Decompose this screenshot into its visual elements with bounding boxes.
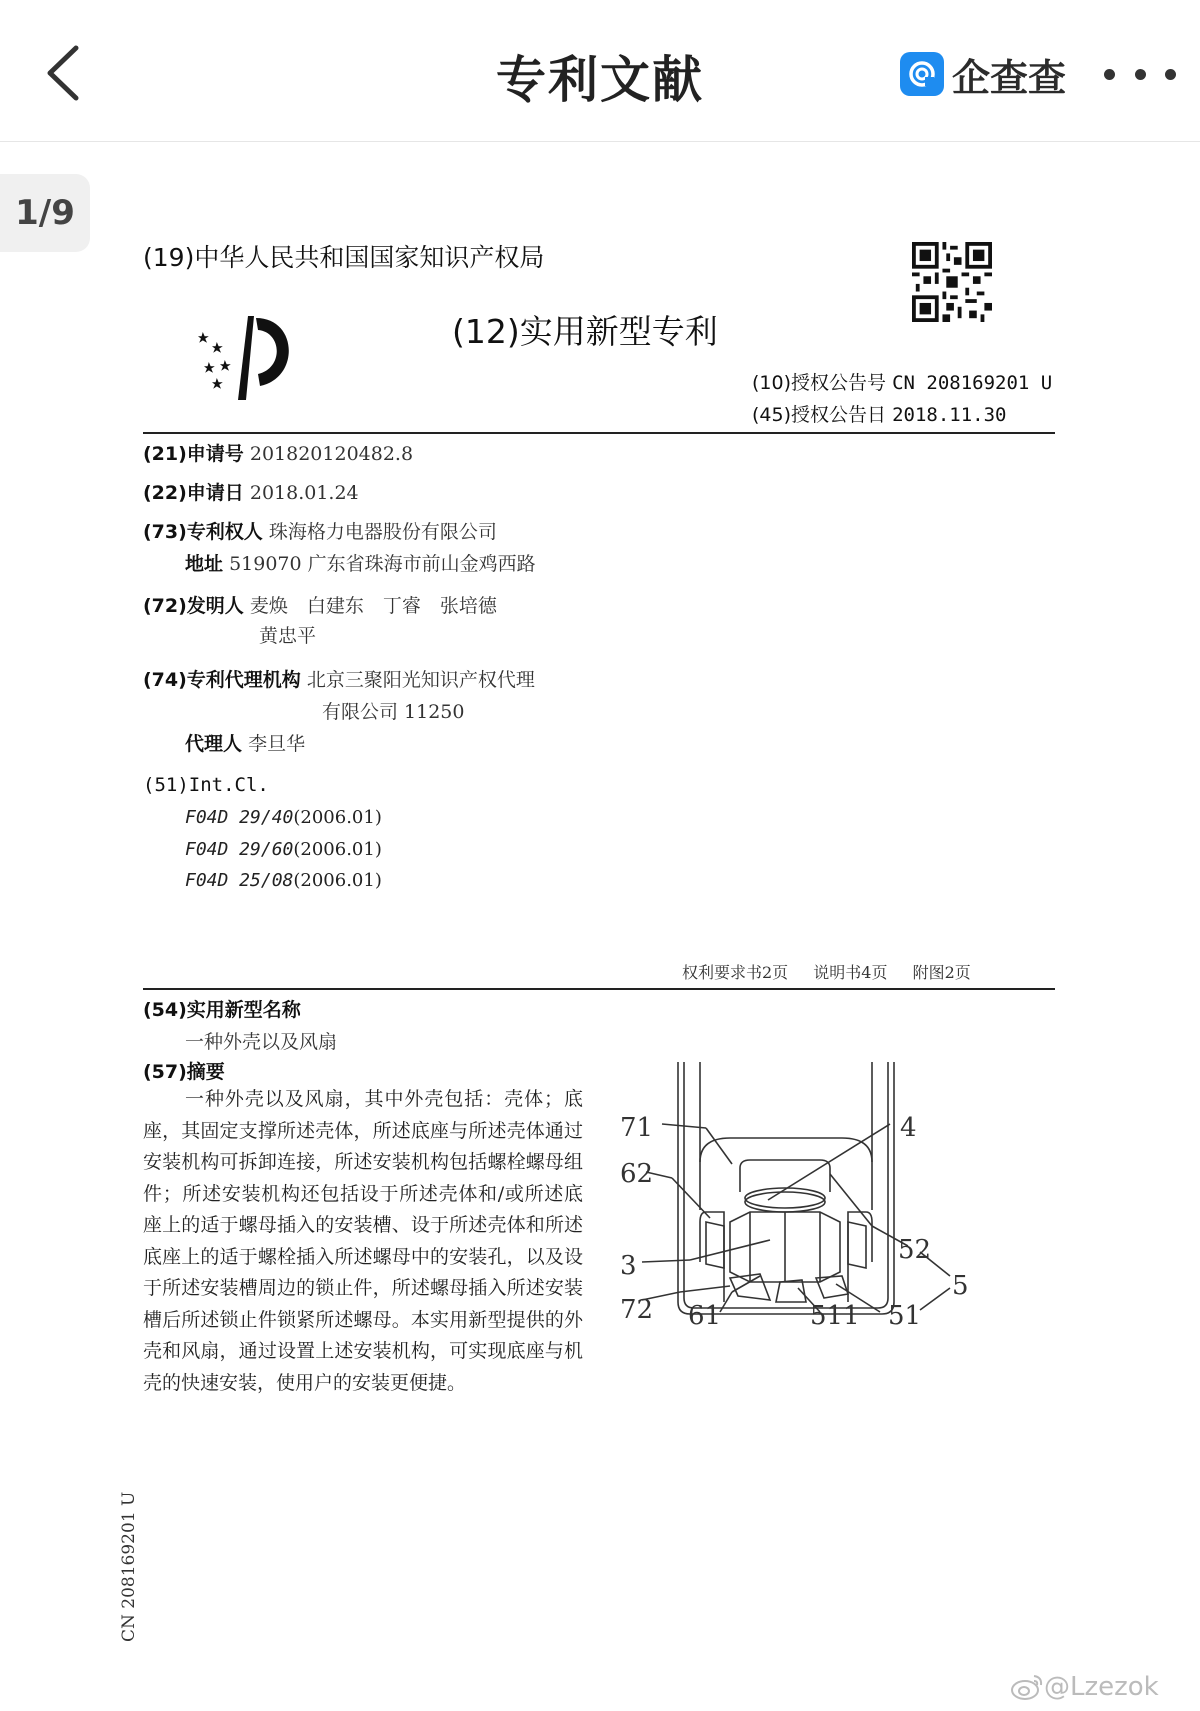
abstract-label-text: (57)摘要 <box>143 1061 225 1083</box>
inventors-value-line2: 黄忠平 <box>259 625 317 647</box>
more-dot <box>1135 69 1146 80</box>
address-field <box>185 548 536 580</box>
figure-label: 511 <box>810 1301 860 1331</box>
figure-label: 72 <box>620 1295 654 1325</box>
page-count-info <box>682 960 991 983</box>
figure-label: 4 <box>900 1113 917 1143</box>
address-value: 519070 广东省珠海市前山金鸡西路 <box>229 553 536 575</box>
publication-date-label: (45)授权公告日 <box>752 404 887 426</box>
agent-value: 李旦华 <box>248 733 306 755</box>
utility-title-label <box>143 994 301 1026</box>
watermark <box>1010 1672 1159 1702</box>
agent-label: 代理人 <box>185 733 243 755</box>
inventors-field <box>143 590 497 622</box>
ipc-label: (51)Int.Cl. <box>143 774 269 796</box>
ipc-code-row <box>185 839 382 860</box>
ipc-code: F04D 29/40 <box>185 807 294 828</box>
application-number-field <box>143 438 413 470</box>
figure-label: 52 <box>898 1235 932 1265</box>
figure-label: 62 <box>620 1159 654 1189</box>
agency-value-line2: 有限公司 11250 <box>322 701 465 723</box>
publication-number-value: CN 208169201 U <box>892 372 1053 394</box>
application-number-label: (21)申请号 <box>143 443 244 465</box>
patent-document[interactable] <box>0 142 1200 1711</box>
issuing-office: (19)中华人民共和国国家知识产权局 <box>143 243 545 272</box>
address-label: 地址 <box>185 553 224 575</box>
weibo-icon <box>1010 1673 1044 1701</box>
patentee-label: (73)专利权人 <box>143 521 263 543</box>
patentee-value: 珠海格力电器股份有限公司 <box>268 521 497 543</box>
cnipa-emblem-icon <box>198 308 318 408</box>
utility-title-label-text: (54)实用新型名称 <box>143 999 301 1021</box>
publication-date <box>752 400 1006 427</box>
watermark-text: @Lzezok <box>1044 1672 1159 1702</box>
section-divider <box>143 988 1055 990</box>
inventors-value: 麦焕 白建东 丁睿 张培德 <box>249 595 497 617</box>
page-indicator: 1/9 <box>0 174 90 252</box>
figure-label: 51 <box>888 1301 922 1331</box>
claims-pages: 权利要求书2页 <box>682 963 789 982</box>
more-dots-icon <box>1104 69 1115 80</box>
ipc-code: F04D 25/08 <box>185 870 294 891</box>
ipc-year: (2006.01) <box>293 870 382 891</box>
ipc-code: F04D 29/60 <box>185 839 294 860</box>
ipc-code-row <box>185 870 382 891</box>
brand-link[interactable] <box>900 50 1066 98</box>
patentee-field <box>143 516 497 548</box>
publication-number <box>752 368 1052 395</box>
header-divider <box>143 432 1055 434</box>
filing-date-label: (22)申请日 <box>143 482 244 504</box>
page-title: 专利文献 <box>496 51 704 109</box>
document-type: (12)实用新型专利 <box>452 312 718 351</box>
figure-label: 71 <box>620 1113 654 1143</box>
publication-number-label: (10)授权公告号 <box>752 372 887 394</box>
abstract-text: 一种外壳以及风扇，其中外壳包括：壳体；底座，其固定支撑所述壳体，所述底座与所述壳体通过安装机构可拆卸连接，所述安装机构包括螺栓螺母组件；所述安装机构还包括设于所述壳体和/或所述底座上的适于螺母插入的安装槽、设于所述壳体和所述底座上的适于螺栓插入所述螺母中的安装孔，以及设于所述安装槽周边的锁止件，所述螺母插入所述安装槽后所述锁止件锁紧所述螺母。本实用新型提供的外壳和风扇，通过设置上述安装机构，可实现底座与机壳的快速安装，使用户的安装更便捷。 <box>143 1088 583 1394</box>
brand-name: 企查查 <box>952 55 1067 100</box>
publication-date-value: 2018.11.30 <box>892 404 1007 426</box>
figure-label: 61 <box>688 1301 722 1331</box>
inventors-label: (72)发明人 <box>143 595 244 617</box>
top-bar <box>0 0 1200 142</box>
more-button[interactable] <box>1104 58 1176 90</box>
more-dot <box>1165 69 1176 80</box>
qr-code-icon <box>912 242 992 322</box>
agency-label: (74)专利代理机构 <box>143 669 301 691</box>
filing-date-value: 2018.01.24 <box>249 482 359 504</box>
agency-value: 北京三聚阳光知识产权代理 <box>306 669 535 691</box>
side-publication-number-text: CN 208169201 U <box>119 1492 139 1642</box>
application-number-value: 201820120482.8 <box>249 443 414 465</box>
figure-label: 3 <box>620 1251 637 1281</box>
ipc-year: (2006.01) <box>293 807 382 828</box>
figure-label: 5 <box>952 1271 969 1301</box>
patent-drawing <box>620 1062 1070 1362</box>
agency-field <box>143 664 535 696</box>
side-publication-number <box>114 1492 144 1642</box>
utility-title: 一种外壳以及风扇 <box>185 1031 338 1053</box>
drawings-pages: 附图2页 <box>912 963 971 982</box>
agent-field <box>185 728 305 760</box>
ipc-year: (2006.01) <box>293 839 382 860</box>
qichacha-logo-icon <box>900 52 944 96</box>
ipc-code-row <box>185 807 382 828</box>
filing-date-field <box>143 477 359 509</box>
description-pages: 说明书4页 <box>813 963 888 982</box>
